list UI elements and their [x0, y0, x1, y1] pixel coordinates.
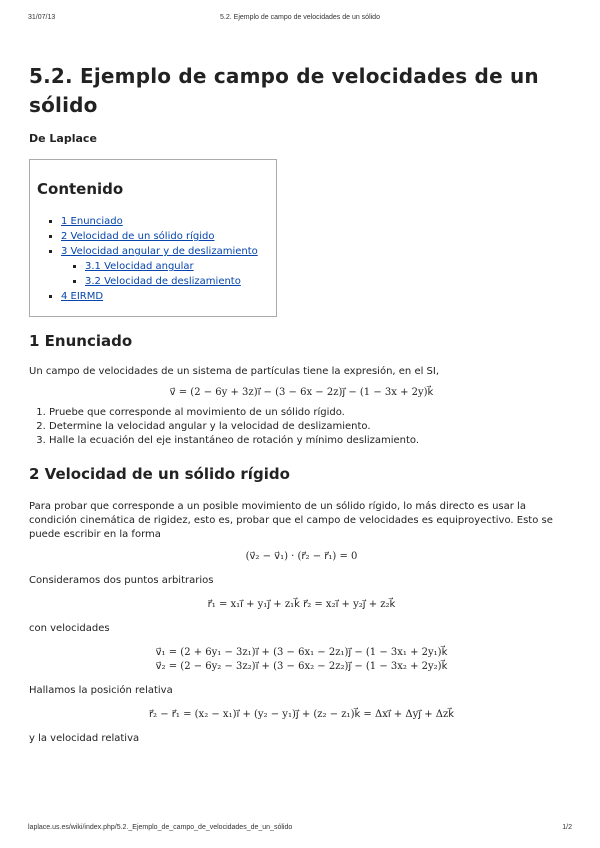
equation-velocity-2: v⃗₂ = (2 − 6y₂ − 3z₂)ı⃗ + (3 − 6x₂ − 2z₂)ȷ⃗ − (1 − 3x₂ + 2y₂)k⃗	[155, 661, 448, 672]
equation-equiproyectividad: (v⃗₂ − v⃗₁) · (r⃗₂ − r⃗₁) = 0	[245, 551, 358, 562]
footer-url: laplace.us.es/wiki/index.php/5.2._Ejemplo_de_campo_de_velocidades_de_un_sólido	[28, 824, 293, 831]
paragraph-velocidad-relativa: y la velocidad relativa	[29, 733, 140, 744]
paragraph-posicion-relativa: Hallamos la posición relativa	[29, 685, 173, 696]
toc-link-velocidad-solido[interactable]: 2 Velocidad de un sólido rígido	[61, 231, 215, 242]
list-item: 2. Determine la velocidad angular y la velocidad de deslizamiento.	[49, 420, 574, 434]
heading-velocidad-solido: 2 Velocidad de un sólido rígido	[29, 465, 290, 483]
heading-enunciado: 1 Enunciado	[29, 332, 133, 350]
paragraph-puntos: Consideramos dos puntos arbitrarios	[29, 575, 214, 586]
toc-title: Contenido	[37, 180, 124, 198]
toc-link-velocidad-deslizamiento[interactable]: 3.2 Velocidad de deslizamiento	[85, 276, 241, 287]
equation-relative-position: r⃗₂ − r⃗₁ = (x₂ − x₁)ı⃗ + (y₂ − y₁)ȷ⃗ + (z₂ − z₁)k⃗ = Δxı⃗ + Δyȷ⃗ + Δzk⃗	[148, 709, 455, 720]
list-item: 1. Pruebe que corresponde al movimiento de un sólido rígido.	[49, 406, 574, 420]
header-title: 5.2. Ejemplo de campo de velocidades de un sólido	[220, 14, 380, 21]
article	[29, 62, 574, 746]
page-title: 5.2. Ejemplo de campo de velocidades de un sólido	[29, 64, 539, 117]
equation-positions: r⃗₁ = x₁ı⃗ + y₁ȷ⃗ + z₁k⃗ r⃗₂ = x₂ı⃗ + y₂ȷ⃗ + z₂k⃗	[207, 599, 396, 610]
byline: De Laplace	[29, 132, 97, 145]
table-of-contents	[29, 159, 277, 317]
enunciado-list	[29, 406, 574, 448]
toc-link-enunciado[interactable]: 1 Enunciado	[61, 216, 123, 227]
toc-link-velocidad-angular[interactable]: 3.1 Velocidad angular	[85, 261, 194, 272]
paragraph-velocidades: con velocidades	[29, 623, 110, 634]
toc-link-velocidad-angular-deslizamiento[interactable]: 3 Velocidad angular y de deslizamiento	[61, 246, 258, 257]
list-item: 3. Halle la ecuación del eje instantáneo de rotación y mínimo deslizamiento.	[49, 434, 574, 448]
enunciado-intro: Un campo de velocidades de un sistema de partículas tiene la expresión, en el SI,	[29, 366, 440, 377]
footer-page-number: 1/2	[562, 824, 572, 831]
equation-velocity-field: v⃗ = (2 − 6y + 3z)ı⃗ − (3 − 6x − 2z)ȷ⃗ − (1 − 3x + 2y)k⃗	[169, 387, 434, 398]
toc-link-eirmd[interactable]: 4 EIRMD	[61, 291, 104, 302]
header-date: 31/07/13	[28, 14, 56, 21]
paragraph-rigidez: Para probar que corresponde a un posible movimiento de un sólido rígido, lo más directo es usar la condición cinemática de rigidez, esto es, probar que el campo de velocidades es equiproyectivo. Esto se puede escribir en la forma	[29, 501, 553, 540]
equation-velocity-1: v⃗₁ = (2 + 6y₁ − 3z₁)ı⃗ + (3 − 6x₁ − 2z₁)ȷ⃗ − (1 − 3x₁ + 2y₁)k⃗	[155, 647, 448, 658]
